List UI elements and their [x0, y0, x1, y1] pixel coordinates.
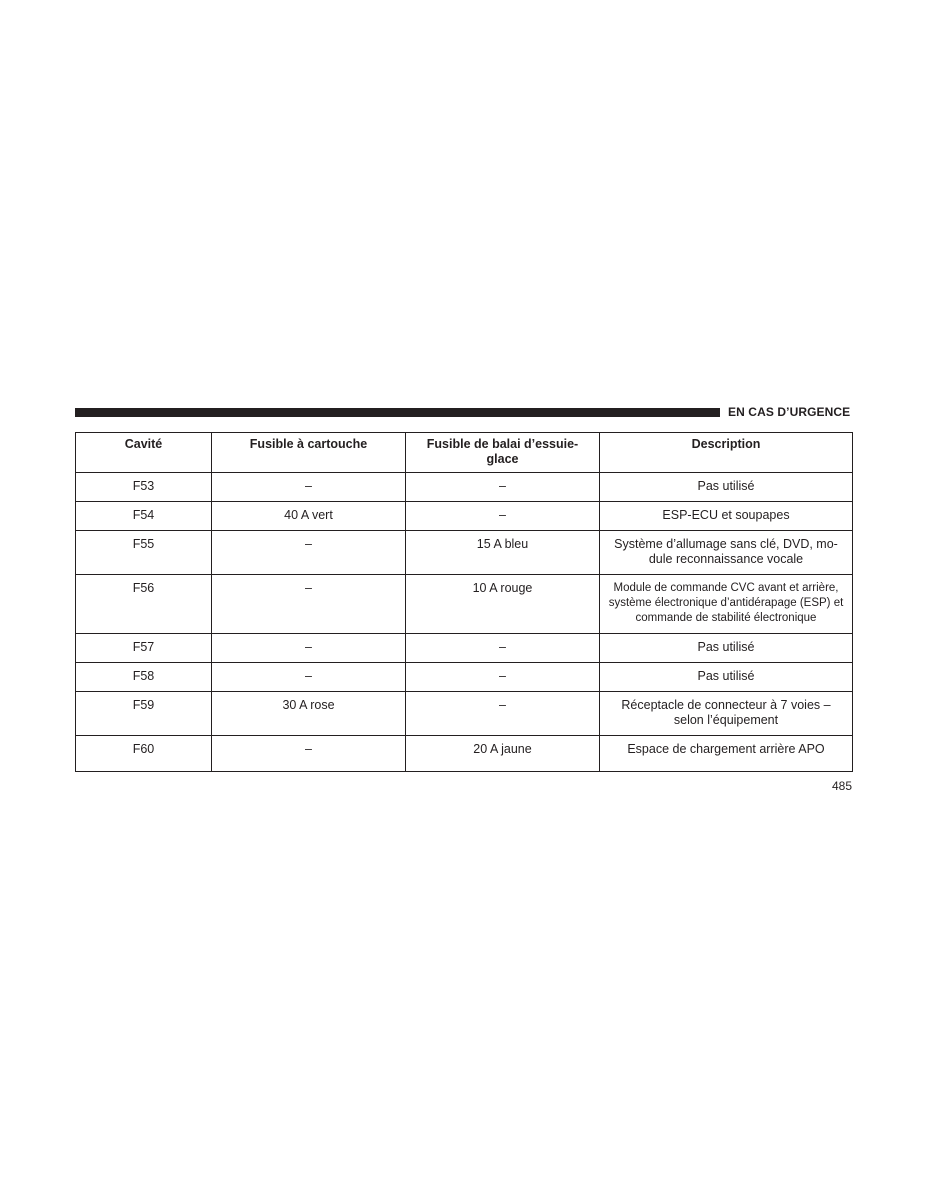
section-title: EN CAS D’URGENCE	[728, 405, 851, 419]
cell-description: Module de commande CVC avant et arrière, système électronique d’antidérapage (ESP) et commande de stabilité électronique	[600, 575, 853, 634]
cell-description: Espace de chargement arrière APO	[600, 736, 853, 772]
cell-description: ESP-ECU et soupapes	[600, 502, 853, 531]
table-row	[76, 502, 853, 531]
cell-cartridge-fuse: –	[212, 575, 406, 634]
cell-cartridge-fuse: –	[212, 736, 406, 772]
cell-cavity: F54	[76, 502, 212, 531]
table-header-row	[76, 433, 853, 473]
table-row	[76, 736, 853, 772]
cell-blade-fuse: 15 A bleu	[406, 531, 600, 575]
cell-blade-fuse: 10 A rouge	[406, 575, 600, 634]
cell-cavity: F58	[76, 663, 212, 692]
column-header-description: Description	[600, 433, 853, 473]
cell-description: Système d’allumage sans clé, DVD, mo-dule reconnaissance vocale	[600, 531, 853, 575]
cell-cavity: F55	[76, 531, 212, 575]
cell-cavity: F53	[76, 473, 212, 502]
table-row	[76, 634, 853, 663]
cell-cavity: F59	[76, 692, 212, 736]
table-row	[76, 473, 853, 502]
header-rule	[75, 408, 720, 417]
cell-description: Pas utilisé	[600, 663, 853, 692]
column-header-cavity: Cavité	[76, 433, 212, 473]
cell-cartridge-fuse: –	[212, 663, 406, 692]
cell-cartridge-fuse: –	[212, 473, 406, 502]
cell-cartridge-fuse: 30 A rose	[212, 692, 406, 736]
fuse-table	[75, 432, 853, 772]
cell-cavity: F56	[76, 575, 212, 634]
cell-blade-fuse: –	[406, 692, 600, 736]
table-row	[76, 692, 853, 736]
cell-blade-fuse: 20 A jaune	[406, 736, 600, 772]
cell-description: Pas utilisé	[600, 473, 853, 502]
cell-cavity: F60	[76, 736, 212, 772]
cell-description: Pas utilisé	[600, 634, 853, 663]
page-number: 485	[831, 779, 852, 793]
cell-description: Réceptacle de connecteur à 7 voies – selon l’équipement	[600, 692, 853, 736]
column-header-cartridge-fuse: Fusible à cartouche	[212, 433, 406, 473]
cell-blade-fuse: –	[406, 663, 600, 692]
cell-blade-fuse: –	[406, 634, 600, 663]
table-row	[76, 575, 853, 634]
cell-cartridge-fuse: –	[212, 531, 406, 575]
table-row	[76, 663, 853, 692]
cell-cartridge-fuse: 40 A vert	[212, 502, 406, 531]
cell-cartridge-fuse: –	[212, 634, 406, 663]
column-header-blade-fuse: Fusible de balai d’essuie-glace	[406, 433, 600, 473]
table-row	[76, 531, 853, 575]
cell-blade-fuse: –	[406, 473, 600, 502]
cell-cavity: F57	[76, 634, 212, 663]
cell-blade-fuse: –	[406, 502, 600, 531]
